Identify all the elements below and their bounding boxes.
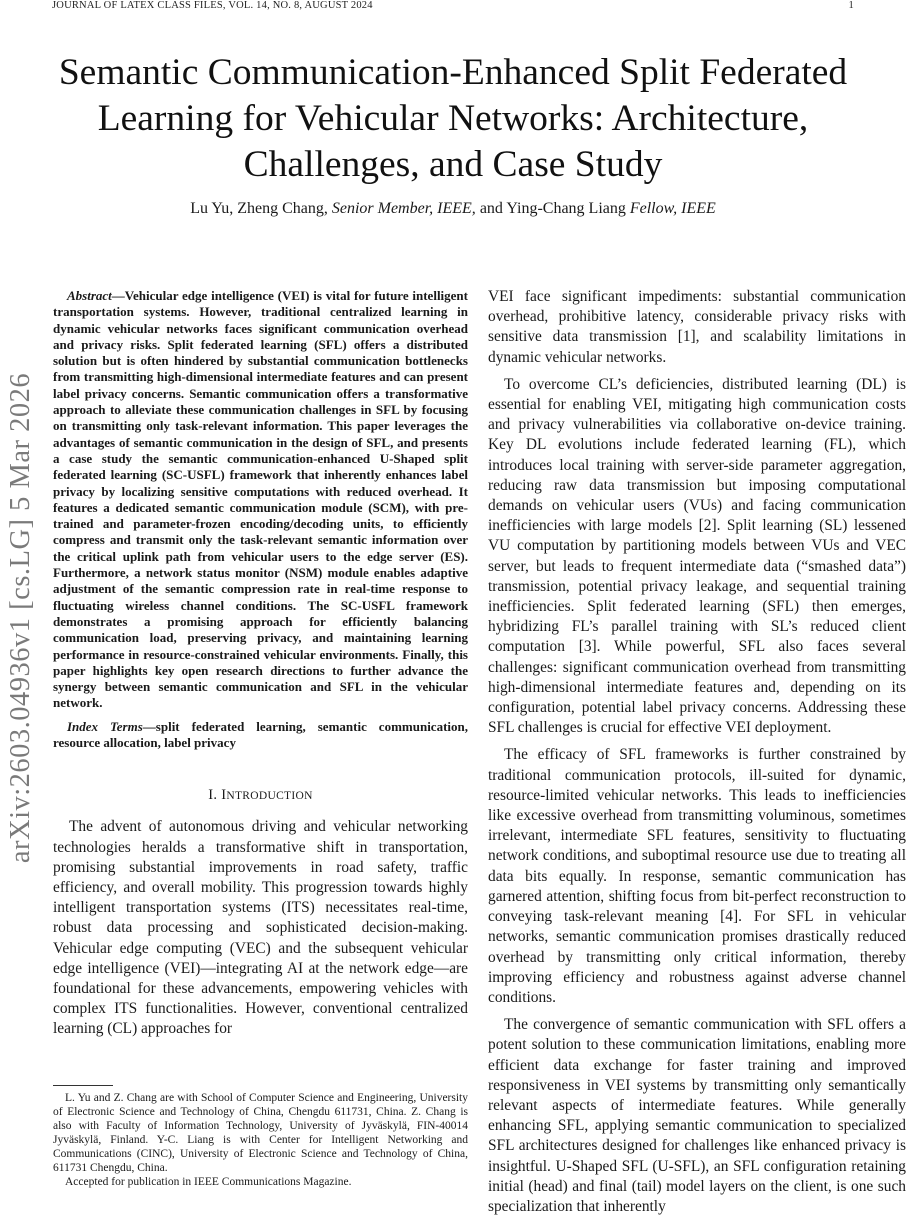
section-heading	[53, 787, 468, 804]
footnote-accepted: Accepted for publication in IEEE Communications Magazine.	[65, 1176, 352, 1188]
page-number: 1	[848, 0, 854, 11]
paragraph: To overcome CL’s deficiencies, distributed learning (DL) is essential for enabling VEI, mitigating high communication costs and privacy vulnerabilities via collaborative on-device training. Key DL evolutions include federated learning (FL), which introduces local training with server-side parameter aggregation, reducing raw data transmission but imposing computational demands on vehicular users (VUs) and facing communication inefficiencies with large models [2]. Split learning (SL) lessened VU computation by partitioning models between VUs and VEC server, but leads to frequent intermediate data (“smashed data”) transmission, potential privacy leakage, and sequential training inefficiencies. Split federated learning (SFL) then emerges, hybridizing FL’s parallel training with SL’s reduced client computation [3]. While powerful, SFL also faces several challenges: significant communication overhead from transmitting high-dimensional intermediate features and, depending on its configuration, potential label privacy concerns. Addressing these SFL challenges is crucial for effective VEI deployment.	[488, 375, 906, 737]
section-title-rest: NTRODUCTION	[226, 790, 313, 803]
author-role-2: Fellow, IEEE	[629, 200, 716, 217]
section-title-initial: I	[221, 787, 227, 804]
index-terms	[53, 719, 468, 752]
paragraph: VEI face significant impediments: substantial communication overhead, prohibitive latency, considerable privacy risks with sensitive data transmission [1], and scalability limitations in dynamic vehicular networks.	[488, 288, 906, 366]
abstract-text: —Vehicular edge intelligence (VEI) is vital for future intelligent transportation systems. However, traditional centralized learning in dynamic vehicular networks faces significant communication overhead and privacy risks. Split federated learning (SFL) offers a distributed solution but is often hindered by substantial communication bottlenecks from transmitting high-dimensional intermediate features and can present label privacy concerns. Semantic communication offers a transformative approach to alleviate these communication challenges in SFL by focusing on transmitting only task-relevant information. This paper leverages the advantages of semantic communication in the design of SFL, and presents a case study the semantic communication-enhanced U-Shaped split federated learning (SC-USFL) framework that inherently enhances label privacy by localizing sensitive computations with reduced overhead. It features a dedicated semantic communication module (SCM), with pre-trained and parameter-frozen encoding/decoding units, to efficiently compress and transmit only the task-relevant semantic information over the critical uplink path from vehicular users to the edge server (ES). Furthermore, a network status monitor (NSM) module enables adaptive adjustment of the semantic compression rate in real-time response to fluctuating wireless channel conditions. The SC-USFL framework demonstrates a promising approach for efficiently balancing communication load, preserving privacy, and maintaining learning performance in resource-constrained vehicular environments. Finally, this paper highlights key open research directions to further advance the synergy between semantic communication and SFL in the vehicular network.	[53, 288, 468, 711]
footnote-affiliation: L. Yu and Z. Chang are with School of Computer Science and Engineering, University of Electronic Science and Technology of China, Chengdu 611731, China. Z. Chang is also with Faculty of Information Technology, University of Jyväskylä, FIN-40014 Jyväskylä, Finland. Y-C. Liang is with Center for Intelligent Networking and Communications (CINC), University of Electronic Science and Technology of China, 611731 Chengdu, China.	[53, 1092, 468, 1174]
paragraph: The convergence of semantic communication with SFL offers a potent solution to these communication limitations, enabling more efficient data exchange for faster training and improved responsiveness in VEI systems by transmitting only semantically relevant aspects of intermediate features. While generally enhancing SFL, applying semantic communication to specialized SFL architectures designed for challenges like enhanced privacy is insightful. U-Shaped SFL (U-SFL), an SFL configuration retaining initial (head) and final (tail) model layers on the client, is one such specialization that inherently	[488, 1016, 906, 1215]
abstract-label: Abstract	[67, 288, 112, 303]
author-names-1: Lu Yu, Zheng Chang,	[190, 200, 332, 217]
right-column	[488, 287, 906, 1224]
journal-header: JOURNAL OF LATEX CLASS FILES, VOL. 14, NO. 8, AUGUST 2024	[52, 0, 373, 11]
intro-paragraph: The advent of autonomous driving and vehicular networking technologies heralds a transformative shift in transportation, promising substantial improvements in road safety, traffic efficiency, and overall mobility. This progression towards highly intelligent transportation systems (ITS) necessitates real-time, robust data processing and sophisticated decision-making. Vehicular edge computing (VEC) and the subsequent vehicular edge intelligence (VEI)—integrating AI at the network edge—are foundational for these advancements, empowering vehicles with complex ITS functionalities. However, conventional centralized learning (CL) approaches for	[53, 818, 468, 1038]
index-terms-text: —split federated learning, semantic communication, resource allocation, label privacy	[53, 718, 469, 751]
author-role-1: Senior Member, IEEE,	[331, 200, 476, 217]
section-number: I.	[208, 787, 222, 804]
paragraph: The efficacy of SFL frameworks is further constrained by traditional communication protocols, ill-suited for dynamic, resource-limited vehicular networks. This leads to inefficiencies like excessive overhead from transmitting voluminous, sometimes irrelevant, intermediate SFL features, sensitivity to fluctuating network conditions, and suboptimal resource use due to treating all data bits equally. In response, semantic communication has garnered attention, shifting focus from bit-perfect reconstruction to conveying task-relevant meaning [4]. For SFL in vehicular networks, semantic communication promises drastically reduced overhead by transmitting only critical information, thereby improving efficiency and robustness against adverse channel conditions.	[488, 746, 906, 1006]
author-line	[40, 200, 866, 218]
abstract	[53, 288, 468, 712]
footnote	[53, 1091, 468, 1189]
paper-title: Semantic Communication-Enhanced Split Federated Learning for Vehicular Networks: Architecture, Challenges, and Case Study	[58, 52, 848, 185]
footnote-rule	[53, 1085, 113, 1086]
arxiv-watermark	[2, 330, 40, 905]
left-column	[53, 288, 468, 1040]
index-terms-label: Index Terms	[67, 718, 143, 734]
author-names-2: and Ying-Chang Liang	[475, 200, 630, 217]
arxiv-id[interactable]: arXiv:2603.04936v1 [cs.LG] 5 Mar 2026	[5, 372, 36, 863]
